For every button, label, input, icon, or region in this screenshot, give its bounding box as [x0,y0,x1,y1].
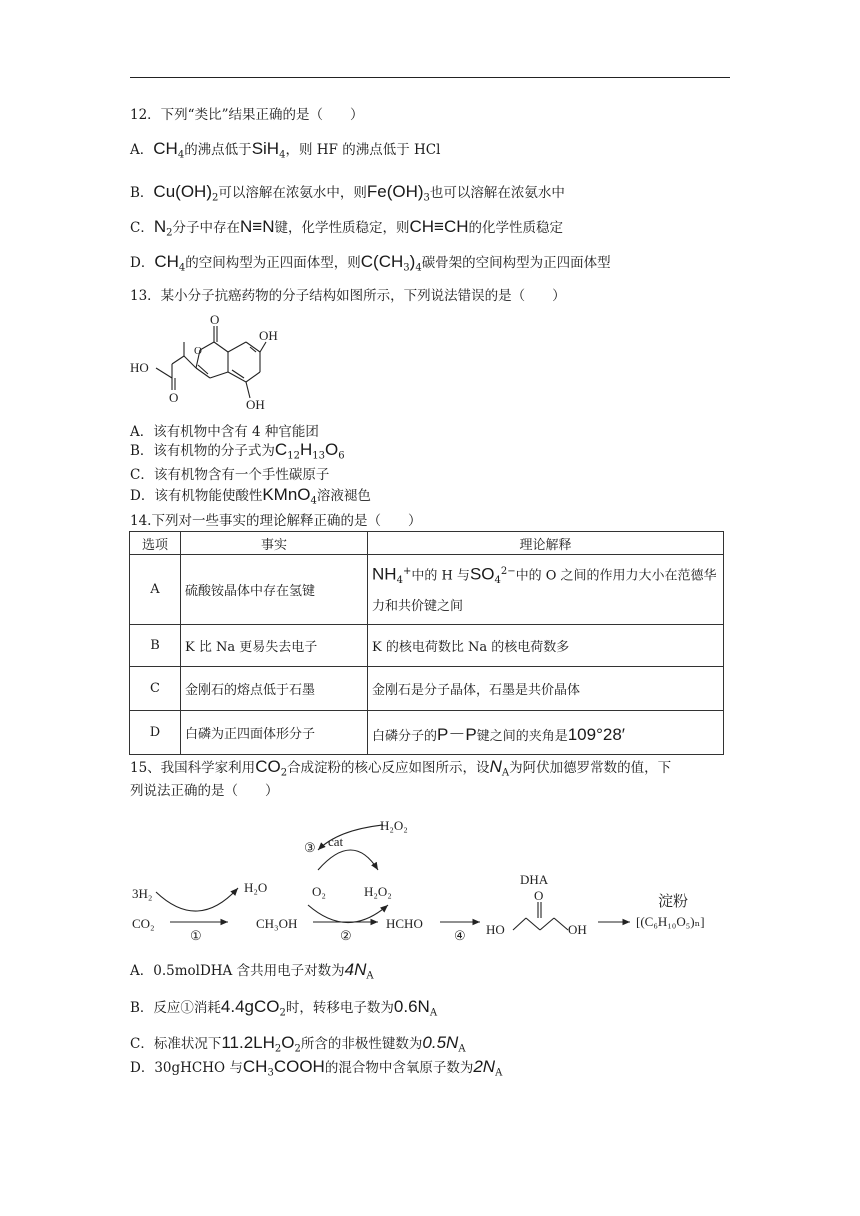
diagram-step2: ② [340,928,352,943]
diagram-dha-oh: OH [568,922,587,937]
diagram-h2o: H₂O [244,880,268,895]
diagram-ch3oh: CH₃OH [256,916,298,931]
row-c-explanation: 金刚石是分子晶体，石墨是共价晶体 [368,667,724,711]
q15-stem-line2: 列说法正确的是（ ） [130,783,279,799]
q13-stem: 13．某小分子抗癌药物的分子结构如图所示，下列说法错误的是（ ） [130,288,566,304]
row-d-option: D [130,711,181,755]
row-a-fact: 硫酸铵晶体中存在氢键 [181,555,368,625]
diagram-cat: cat [328,834,344,849]
q13-option-c[interactable]: C．该有机物含有一个手性碳原子 [130,467,330,483]
diagram-dha-ho: HO [486,922,505,937]
reaction-diagram [128,810,728,950]
table-row [130,667,724,711]
diagram-starch: 淀粉 [658,894,689,910]
diagram-h2o2-top: H₂O₂ [380,818,408,833]
row-c-option: C [130,667,181,711]
mol-label-oh-bottom: OH [246,397,265,412]
q12-option-a[interactable]: A．$CH_4$的沸点低于SiH$_4$，则 HF 的沸点低于 HCl [130,139,441,161]
mol-label-o-top: O [210,312,220,327]
diagram-h2o2-mid: H₂O₂ [364,884,392,899]
table-header-row [130,532,724,555]
q12-option-c[interactable]: C．$N_2$分子中存在N≡N键，化学性质稳定，则CH≡CH的化学性质稳定 [130,217,564,239]
q13-option-b[interactable]: B．该有机物的分子式为$C_{12}H_{13}O_6$ [130,440,345,462]
q15-option-a[interactable]: A．0.5molDHA 含共用电子对数为$4N_A$ [130,960,374,982]
table-row [130,711,724,755]
table-row [130,625,724,667]
diagram-o2: O₂ [312,884,326,899]
diagram-starch-formula: [(C₆H₁₀O₅)ₙ] [636,914,705,929]
q14-table [129,531,724,755]
diagram-dha: DHA [520,872,549,887]
col-header-explanation: 理论解释 [368,532,724,555]
diagram-step4: ④ [454,928,466,943]
molecule-structure [128,312,278,416]
q15-option-c[interactable]: C．标准状况下$11.2LH_2O_2$所含的非极性键数为$0.5N_A$ [130,1033,466,1055]
diagram-step1: ① [190,928,202,943]
q12-option-b[interactable]: B．$Cu(OH)_2$可以溶解在浓氨水中，则$Fe(OH)_3$也可以溶解在浓氨水中 [130,182,565,204]
col-header-option: 选项 [130,532,181,555]
q14-stem: 14.下列对一些事实的理论解释正确的是（ ） [130,513,422,529]
row-b-explanation: K 的核电荷数比 Na 的核电荷数多 [368,625,724,667]
diagram-step3: ③ [304,840,316,855]
col-header-fact: 事实 [181,532,368,555]
q12-stem: 12．下列“类比”结果正确的是（ ） [130,107,364,123]
q15-option-b[interactable]: B．反应①消耗4.4gCO$_2$时，转移电子数为$0.6N_A$ [130,997,438,1019]
diagram-h2: 3H₂ [132,886,153,901]
row-b-fact: K 比 Na 更易失去电子 [181,625,368,667]
mol-label-o-acid: O [169,390,179,405]
row-a-option: A [130,555,181,625]
diagram-co2: CO₂ [132,916,155,931]
q15-stem-line1: 15、我国科学家利用$CO_2$合成淀粉的核心反应如图所示，设$N_A$为阿伏加德罗常数的值，下 [130,757,672,779]
header-rule [130,77,730,78]
row-c-fact: 金刚石的熔点低于石墨 [181,667,368,711]
row-d-fact: 白磷为正四面体形分子 [181,711,368,755]
mol-label-oh-top: OH [259,328,278,343]
q13-option-d[interactable]: D．该有机物能使酸性KMnO$_4$溶液褪色 [130,485,371,507]
row-d-explanation: 白磷分子的P－P键之间的夹角是109°28′ [368,711,724,755]
diagram-dha-o: O [534,888,544,903]
q15-option-d[interactable]: D．30gHCHO 与$CH_3COOH$的混合物中含氧原子数为$2N_A$ [130,1057,503,1079]
diagram-hcho: HCHO [386,916,423,931]
mol-label-ho: HO [130,360,149,375]
q13-option-a[interactable]: A．该有机物中含有 4 种官能团 [130,424,319,440]
mol-label-ring-o: O [194,345,202,357]
table-row [130,555,724,625]
row-a-explanation: $NH_4^+$中的 H 与$SO_4^{2-}$中的 O 之间的作用力大小在范德华 力和共价键之间 [368,555,724,625]
q12-option-d[interactable]: D．$CH_4$的空间构型为正四面体型，则$C(CH_3)_4$碳骨架的空间构型为正四面体型 [130,252,611,274]
row-b-option: B [130,625,181,667]
